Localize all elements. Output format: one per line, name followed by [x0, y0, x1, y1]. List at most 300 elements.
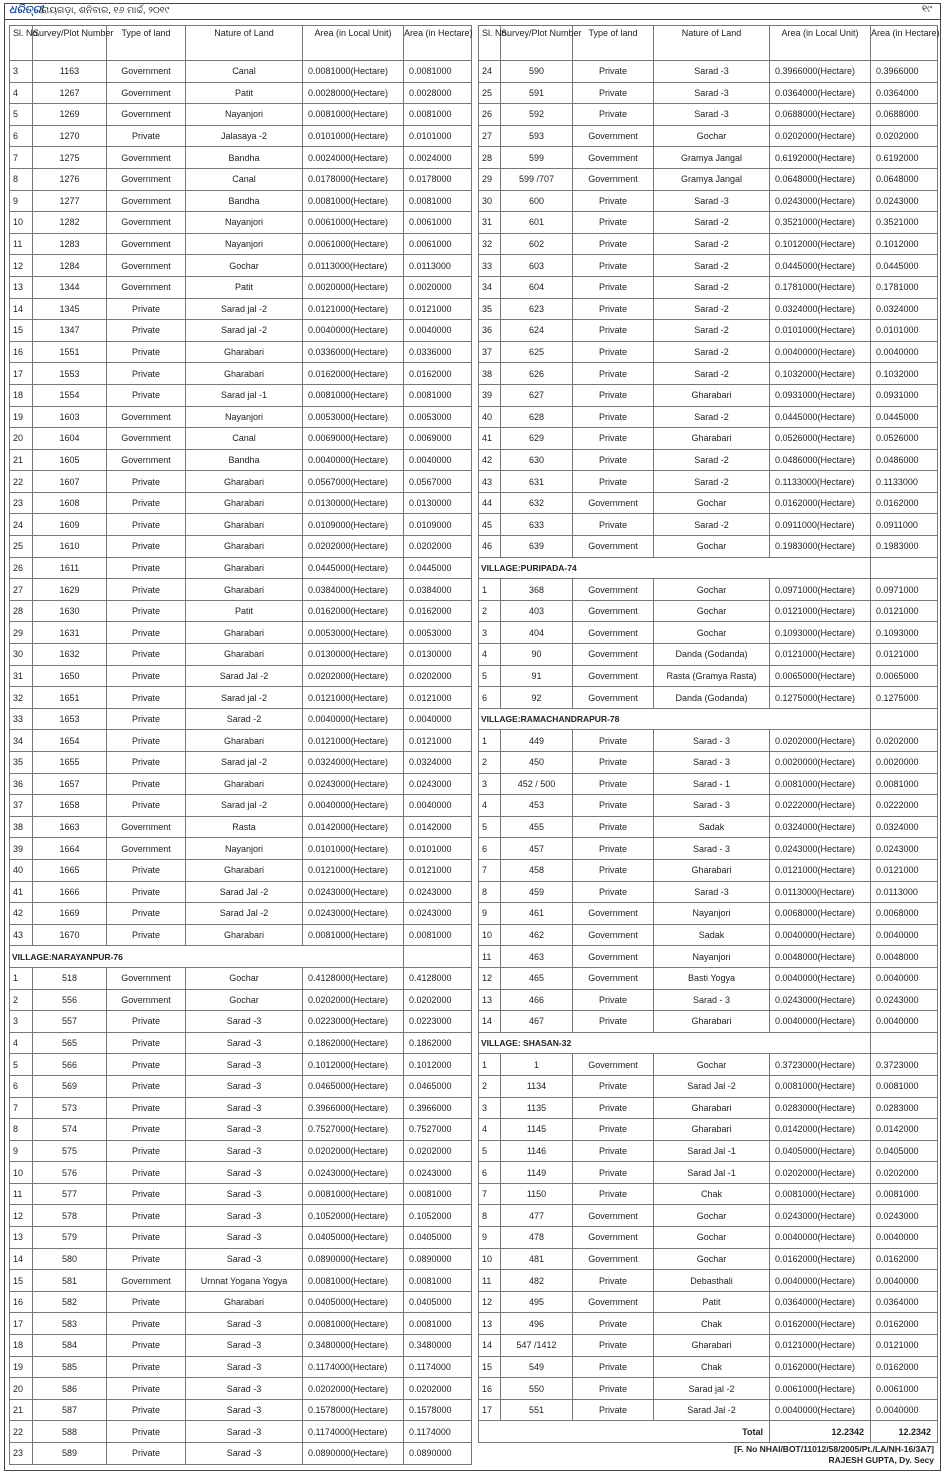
- land-type-cell: Private: [107, 1183, 186, 1205]
- table-row: [10, 1421, 472, 1443]
- total-local: 12.2342: [770, 1421, 871, 1443]
- land-type-cell: Government: [107, 449, 186, 471]
- sl-no-cell: 11: [10, 1183, 33, 1205]
- column-header: Nature of Land: [654, 26, 770, 61]
- land-nature-cell: Gharabari: [186, 471, 303, 493]
- table-row: [10, 61, 472, 83]
- area-local-cell: 0.1032000(Hectare): [770, 363, 871, 385]
- land-type-cell: Government: [573, 168, 654, 190]
- area-hectare-cell: 0.0101000: [404, 125, 472, 147]
- sl-no-cell: 18: [10, 1335, 33, 1357]
- survey-number-cell: 449: [501, 730, 573, 752]
- area-local-cell: 0.0053000(Hectare): [303, 406, 404, 428]
- table-row: [479, 946, 938, 968]
- land-type-cell: Government: [573, 1227, 654, 1249]
- land-nature-cell: Danda (Godanda): [654, 644, 770, 666]
- area-hectare-cell: 0.3966000: [404, 1097, 472, 1119]
- land-type-cell: Private: [573, 881, 654, 903]
- land-type-cell: Government: [107, 168, 186, 190]
- table-row: [479, 1011, 938, 1033]
- area-local-cell: 0.3521000(Hectare): [770, 212, 871, 234]
- sl-no-cell: 9: [10, 1140, 33, 1162]
- area-local-cell: 0.0065000(Hectare): [770, 665, 871, 687]
- area-hectare-cell: 0.0142000: [871, 1119, 938, 1141]
- land-nature-cell: Sarad Jal -2: [186, 903, 303, 925]
- sl-no-cell: 10: [479, 924, 501, 946]
- table-row: [10, 536, 472, 558]
- area-hectare-cell: 0.0081000: [404, 104, 472, 126]
- area-hectare-cell: 0.0405000: [871, 1140, 938, 1162]
- land-type-cell: Private: [573, 773, 654, 795]
- sl-no-cell: 5: [479, 1140, 501, 1162]
- land-type-cell: Government: [107, 967, 186, 989]
- land-nature-cell: Danda (Godanda): [654, 687, 770, 709]
- sl-no-cell: 22: [10, 471, 33, 493]
- sl-no-cell: 21: [10, 449, 33, 471]
- area-local-cell: 0.0405000(Hectare): [770, 1140, 871, 1162]
- survey-number-cell: 453: [501, 795, 573, 817]
- land-nature-cell: Gharabari: [186, 536, 303, 558]
- table-row: [10, 1075, 472, 1097]
- sl-no-cell: 39: [479, 384, 501, 406]
- survey-number-cell: 1611: [33, 557, 107, 579]
- table-row: [10, 795, 472, 817]
- survey-number-cell: 1: [501, 1054, 573, 1076]
- area-local-cell: 0.0364000(Hectare): [770, 82, 871, 104]
- table-row: [10, 687, 472, 709]
- area-hectare-cell: 0.0445000: [871, 255, 938, 277]
- survey-number-cell: 586: [33, 1378, 107, 1400]
- table-row: [10, 212, 472, 234]
- table-row: [479, 644, 938, 666]
- table-row: [479, 838, 938, 860]
- sl-no-cell: 1: [479, 730, 501, 752]
- survey-number-cell: 1149: [501, 1162, 573, 1184]
- column-header: Type of land: [573, 26, 654, 61]
- sl-no-cell: 14: [479, 1011, 501, 1033]
- area-local-cell: 0.0040000(Hectare): [770, 1227, 871, 1249]
- area-local-cell: 0.0324000(Hectare): [770, 298, 871, 320]
- table-row: [10, 1227, 472, 1249]
- sl-no-cell: 1: [479, 1054, 501, 1076]
- area-hectare-cell: 0.4128000: [404, 967, 472, 989]
- table-row: [10, 600, 472, 622]
- land-type-cell: Government: [573, 1291, 654, 1313]
- survey-number-cell: 1275: [33, 147, 107, 169]
- land-type-cell: Private: [573, 1378, 654, 1400]
- land-type-cell: Private: [573, 1075, 654, 1097]
- sl-no-cell: 32: [10, 687, 33, 709]
- land-type-cell: Private: [107, 1032, 186, 1054]
- sl-no-cell: 35: [479, 298, 501, 320]
- area-local-cell: 0.0040000(Hectare): [770, 1399, 871, 1421]
- table-row: [479, 125, 938, 147]
- table-row: [479, 1356, 938, 1378]
- table-row: [10, 514, 472, 536]
- land-type-cell: Private: [573, 233, 654, 255]
- table-row: [10, 1313, 472, 1335]
- table-row: [479, 795, 938, 817]
- area-local-cell: 0.0178000(Hectare): [303, 168, 404, 190]
- land-type-cell: Government: [573, 1205, 654, 1227]
- area-hectare-cell: 0.0202000: [404, 536, 472, 558]
- survey-number-cell: 1669: [33, 903, 107, 925]
- land-nature-cell: Nayanjori: [186, 406, 303, 428]
- area-local-cell: 0.0445000(Hectare): [303, 557, 404, 579]
- sl-no-cell: 19: [10, 1356, 33, 1378]
- area-hectare-cell: 0.0053000: [404, 406, 472, 428]
- survey-number-cell: 627: [501, 384, 573, 406]
- land-type-cell: Government: [107, 82, 186, 104]
- survey-number-cell: 1347: [33, 320, 107, 342]
- land-type-cell: Private: [107, 924, 186, 946]
- area-hectare-cell: 0.0081000: [404, 1183, 472, 1205]
- sl-no-cell: 13: [479, 1313, 501, 1335]
- land-type-cell: Private: [107, 1119, 186, 1141]
- sl-no-cell: 12: [479, 967, 501, 989]
- area-local-cell: 0.0053000(Hectare): [303, 622, 404, 644]
- land-nature-cell: Gharabari: [186, 557, 303, 579]
- sl-no-cell: 13: [479, 989, 501, 1011]
- survey-number-cell: 403: [501, 600, 573, 622]
- table-row: [479, 82, 938, 104]
- survey-number-cell: 549: [501, 1356, 573, 1378]
- land-type-cell: Government: [573, 644, 654, 666]
- area-hectare-cell: 0.0162000: [404, 363, 472, 385]
- table-row: [10, 1270, 472, 1292]
- sl-no-cell: 23: [10, 1443, 33, 1465]
- area-hectare-cell: 0.0162000: [871, 1356, 938, 1378]
- table-row: [10, 384, 472, 406]
- survey-number-cell: 1670: [33, 924, 107, 946]
- area-hectare-cell: 0.0081000: [404, 924, 472, 946]
- land-nature-cell: Sarad -2: [654, 276, 770, 298]
- table-row: [10, 82, 472, 104]
- area-local-cell: 0.0081000(Hectare): [770, 1075, 871, 1097]
- land-nature-cell: Sarad -2: [654, 320, 770, 342]
- area-hectare-cell: 0.0020000: [404, 276, 472, 298]
- survey-number-cell: 599 /707: [501, 168, 573, 190]
- sl-no-cell: 26: [479, 104, 501, 126]
- area-local-cell: 0.6192000(Hectare): [770, 147, 871, 169]
- area-local-cell: 0.0069000(Hectare): [303, 428, 404, 450]
- sl-no-cell: 42: [479, 449, 501, 471]
- land-type-cell: Private: [107, 1162, 186, 1184]
- land-nature-cell: Gochar: [186, 255, 303, 277]
- sl-no-cell: 43: [10, 924, 33, 946]
- land-type-cell: Government: [107, 276, 186, 298]
- survey-number-cell: 633: [501, 514, 573, 536]
- survey-number-cell: 455: [501, 816, 573, 838]
- notice-footer: [734, 1444, 934, 1466]
- sl-no-cell: 3: [479, 622, 501, 644]
- table-row: [479, 1313, 938, 1335]
- sl-no-cell: 10: [10, 1162, 33, 1184]
- table-row: [10, 298, 472, 320]
- land-nature-cell: Sarad -2: [654, 341, 770, 363]
- survey-number-cell: 481: [501, 1248, 573, 1270]
- sl-no-cell: 36: [479, 320, 501, 342]
- column-header: Area (in Local Unit): [303, 26, 404, 61]
- area-local-cell: 0.7527000(Hectare): [303, 1119, 404, 1141]
- survey-number-cell: 1657: [33, 773, 107, 795]
- survey-number-cell: 566: [33, 1054, 107, 1076]
- land-type-cell: Private: [573, 320, 654, 342]
- land-type-cell: Private: [107, 881, 186, 903]
- area-hectare-cell: 0.0081000: [404, 190, 472, 212]
- area-local-cell: 0.1275000(Hectare): [770, 687, 871, 709]
- sl-no-cell: 19: [10, 406, 33, 428]
- survey-number-cell: 495: [501, 1291, 573, 1313]
- land-nature-cell: Sarad -3: [186, 1378, 303, 1400]
- survey-number-cell: 600: [501, 190, 573, 212]
- area-hectare-cell: 0.0121000: [404, 298, 472, 320]
- area-hectare-cell: 0.0040000: [871, 924, 938, 946]
- table-header-row: [479, 26, 938, 61]
- land-type-cell: Private: [107, 1140, 186, 1162]
- sl-no-cell: 13: [10, 1227, 33, 1249]
- area-local-cell: 0.0040000(Hectare): [303, 795, 404, 817]
- area-hectare-cell: 0.0101000: [871, 320, 938, 342]
- land-type-cell: Private: [573, 104, 654, 126]
- area-local-cell: 0.0202000(Hectare): [303, 1140, 404, 1162]
- table-row: [10, 1097, 472, 1119]
- area-local-cell: 0.3966000(Hectare): [303, 1097, 404, 1119]
- area-local-cell: 0.0121000(Hectare): [770, 859, 871, 881]
- land-type-cell: Private: [107, 557, 186, 579]
- area-local-cell: 0.1174000(Hectare): [303, 1356, 404, 1378]
- area-local-cell: 0.0061000(Hectare): [303, 233, 404, 255]
- area-hectare-cell: 0.0202000: [404, 1378, 472, 1400]
- column-header: Area (in Hectare): [871, 26, 938, 61]
- survey-number-cell: 573: [33, 1097, 107, 1119]
- land-type-cell: Private: [573, 255, 654, 277]
- land-nature-cell: Sadak: [654, 816, 770, 838]
- area-hectare-cell: 0.0567000: [404, 471, 472, 493]
- area-hectare-cell: 0.0040000: [871, 1011, 938, 1033]
- area-local-cell: 0.0162000(Hectare): [303, 363, 404, 385]
- land-nature-cell: Gochar: [654, 622, 770, 644]
- sl-no-cell: 21: [10, 1399, 33, 1421]
- land-nature-cell: Sarad -3: [186, 1075, 303, 1097]
- land-type-cell: Private: [107, 363, 186, 385]
- area-hectare-cell: 0.0931000: [871, 384, 938, 406]
- area-local-cell: 0.0130000(Hectare): [303, 644, 404, 666]
- table-row: [10, 1443, 472, 1465]
- land-nature-cell: Gharabari: [186, 859, 303, 881]
- table-row: [10, 903, 472, 925]
- area-hectare-cell: 0.0130000: [404, 492, 472, 514]
- area-local-cell: 0.0465000(Hectare): [303, 1075, 404, 1097]
- land-nature-cell: Debasthali: [654, 1270, 770, 1292]
- table-row: [10, 104, 472, 126]
- area-local-cell: 0.0040000(Hectare): [770, 341, 871, 363]
- land-nature-cell: Nayanjori: [654, 903, 770, 925]
- land-type-cell: Government: [573, 622, 654, 644]
- file-number: [F. No NHAI/BOT/11012/58/2005/Pt./LA/NH-16/3A7]: [734, 1444, 934, 1454]
- sl-no-cell: 22: [10, 1421, 33, 1443]
- land-type-cell: Private: [107, 1075, 186, 1097]
- table-row: [10, 557, 472, 579]
- table-row: [479, 1205, 938, 1227]
- table-row: [479, 773, 938, 795]
- sl-no-cell: 15: [10, 1270, 33, 1292]
- land-nature-cell: Sarad Jal -1: [654, 1162, 770, 1184]
- land-type-cell: Private: [107, 622, 186, 644]
- area-local-cell: 0.0202000(Hectare): [303, 989, 404, 1011]
- area-local-cell: 0.3966000(Hectare): [770, 61, 871, 83]
- table-row: [479, 1119, 938, 1141]
- land-nature-cell: Sarad Jal -2: [186, 881, 303, 903]
- land-nature-cell: Sarad -3: [186, 1054, 303, 1076]
- sl-no-cell: 6: [10, 1075, 33, 1097]
- area-local-cell: 0.0526000(Hectare): [770, 428, 871, 450]
- sl-no-cell: 2: [479, 600, 501, 622]
- survey-number-cell: 624: [501, 320, 573, 342]
- sl-no-cell: 37: [479, 341, 501, 363]
- land-nature-cell: Nayanjori: [186, 212, 303, 234]
- survey-number-cell: 1604: [33, 428, 107, 450]
- land-nature-cell: Gochar: [654, 1227, 770, 1249]
- land-type-cell: Private: [107, 1248, 186, 1270]
- sl-no-cell: 44: [479, 492, 501, 514]
- area-local-cell: 0.0121000(Hectare): [770, 1335, 871, 1357]
- table-row: [479, 600, 938, 622]
- area-local-cell: 0.0101000(Hectare): [303, 838, 404, 860]
- area-hectare-cell: 0.0283000: [871, 1097, 938, 1119]
- survey-number-cell: 565: [33, 1032, 107, 1054]
- area-local-cell: 0.0068000(Hectare): [770, 903, 871, 925]
- land-type-cell: Private: [107, 1205, 186, 1227]
- column-header: Area (in Local Unit): [770, 26, 871, 61]
- area-hectare-cell: 0.6192000: [871, 147, 938, 169]
- area-local-cell: 0.0243000(Hectare): [770, 1205, 871, 1227]
- area-hectare-cell: 0.0040000: [871, 1399, 938, 1421]
- area-hectare-cell: 0.0162000: [871, 1248, 938, 1270]
- area-local-cell: 0.0162000(Hectare): [770, 1313, 871, 1335]
- area-local-cell: 0.0081000(Hectare): [770, 773, 871, 795]
- table-row: [10, 838, 472, 860]
- survey-number-cell: 592: [501, 104, 573, 126]
- table-row: [10, 773, 472, 795]
- area-hectare-cell: 0.0405000: [404, 1227, 472, 1249]
- survey-number-cell: 482: [501, 1270, 573, 1292]
- area-local-cell: 0.0081000(Hectare): [303, 190, 404, 212]
- land-type-cell: Private: [107, 579, 186, 601]
- survey-number-cell: 626: [501, 363, 573, 385]
- land-nature-cell: Gharabari: [186, 730, 303, 752]
- survey-number-cell: 404: [501, 622, 573, 644]
- area-local-cell: 0.0283000(Hectare): [770, 1097, 871, 1119]
- table-row: [479, 1097, 938, 1119]
- survey-number-cell: 550: [501, 1378, 573, 1400]
- page-header: [5, 4, 940, 18]
- land-nature-cell: Gochar: [654, 579, 770, 601]
- area-hectare-cell: 0.0243000: [404, 773, 472, 795]
- survey-number-cell: 466: [501, 989, 573, 1011]
- area-local-cell: 0.0040000(Hectare): [303, 320, 404, 342]
- survey-number-cell: 1609: [33, 514, 107, 536]
- area-local-cell: 0.0202000(Hectare): [770, 1162, 871, 1184]
- land-nature-cell: Nayanjori: [186, 838, 303, 860]
- header-divider: [5, 19, 940, 20]
- area-hectare-cell: 0.1032000: [871, 363, 938, 385]
- land-nature-cell: Sarad jal -2: [186, 795, 303, 817]
- area-hectare-cell: 0.0081000: [404, 1270, 472, 1292]
- area-hectare-cell: 0.0024000: [404, 147, 472, 169]
- sl-no-cell: 31: [10, 665, 33, 687]
- area-local-cell: 0.1052000(Hectare): [303, 1205, 404, 1227]
- sl-no-cell: 40: [479, 406, 501, 428]
- land-nature-cell: Sarad -3: [186, 1162, 303, 1184]
- area-local-cell: 0.0081000(Hectare): [303, 384, 404, 406]
- land-type-cell: Government: [573, 1054, 654, 1076]
- survey-number-cell: 578: [33, 1205, 107, 1227]
- survey-number-cell: 574: [33, 1119, 107, 1141]
- land-nature-cell: Sarad Jal -2: [186, 665, 303, 687]
- land-type-cell: Private: [573, 384, 654, 406]
- column-header: Area (in Hectare): [404, 26, 472, 61]
- sl-no-cell: 6: [479, 687, 501, 709]
- area-hectare-cell: 0.1012000: [871, 233, 938, 255]
- table-row: [479, 1183, 938, 1205]
- table-row: [479, 903, 938, 925]
- area-local-cell: 0.1093000(Hectare): [770, 622, 871, 644]
- survey-number-cell: 582: [33, 1291, 107, 1313]
- table-row: [479, 514, 938, 536]
- sl-no-cell: 34: [479, 276, 501, 298]
- sl-no-cell: 9: [479, 1227, 501, 1249]
- area-local-cell: 0.0243000(Hectare): [770, 190, 871, 212]
- area-local-cell: 0.0324000(Hectare): [303, 752, 404, 774]
- area-hectare-cell: 0.1983000: [871, 536, 938, 558]
- land-type-cell: Government: [573, 1248, 654, 1270]
- area-local-cell: 0.0567000(Hectare): [303, 471, 404, 493]
- land-type-cell: Government: [573, 600, 654, 622]
- survey-number-cell: 496: [501, 1313, 573, 1335]
- land-nature-cell: Patit: [186, 276, 303, 298]
- sl-no-cell: 25: [479, 82, 501, 104]
- survey-number-cell: 1282: [33, 212, 107, 234]
- survey-number-cell: 593: [501, 125, 573, 147]
- area-hectare-cell: 0.0243000: [404, 1162, 472, 1184]
- area-local-cell: 0.0101000(Hectare): [303, 125, 404, 147]
- area-hectare-cell: 0.0688000: [871, 104, 938, 126]
- land-nature-cell: Canal: [186, 168, 303, 190]
- land-table-left: [9, 25, 472, 1465]
- land-nature-cell: Sarad - 1: [654, 773, 770, 795]
- area-local-cell: 0.0081000(Hectare): [303, 104, 404, 126]
- table-row: [10, 924, 472, 946]
- sl-no-cell: 42: [10, 903, 33, 925]
- land-type-cell: Private: [573, 816, 654, 838]
- table-row: [479, 61, 938, 83]
- land-type-cell: Private: [573, 341, 654, 363]
- table-row: [10, 859, 472, 881]
- sl-no-cell: 34: [10, 730, 33, 752]
- land-nature-cell: Gharabari: [186, 1291, 303, 1313]
- land-nature-cell: Gharabari: [654, 859, 770, 881]
- area-local-cell: 0.0040000(Hectare): [770, 924, 871, 946]
- survey-number-cell: 1145: [501, 1119, 573, 1141]
- area-hectare-cell: 0.0040000: [404, 320, 472, 342]
- table-row: [479, 536, 938, 558]
- area-hectare-cell: 0.0364000: [871, 1291, 938, 1313]
- survey-number-cell: 1283: [33, 233, 107, 255]
- sl-no-cell: 3: [479, 1097, 501, 1119]
- table-row: [479, 859, 938, 881]
- table-row: [479, 363, 938, 385]
